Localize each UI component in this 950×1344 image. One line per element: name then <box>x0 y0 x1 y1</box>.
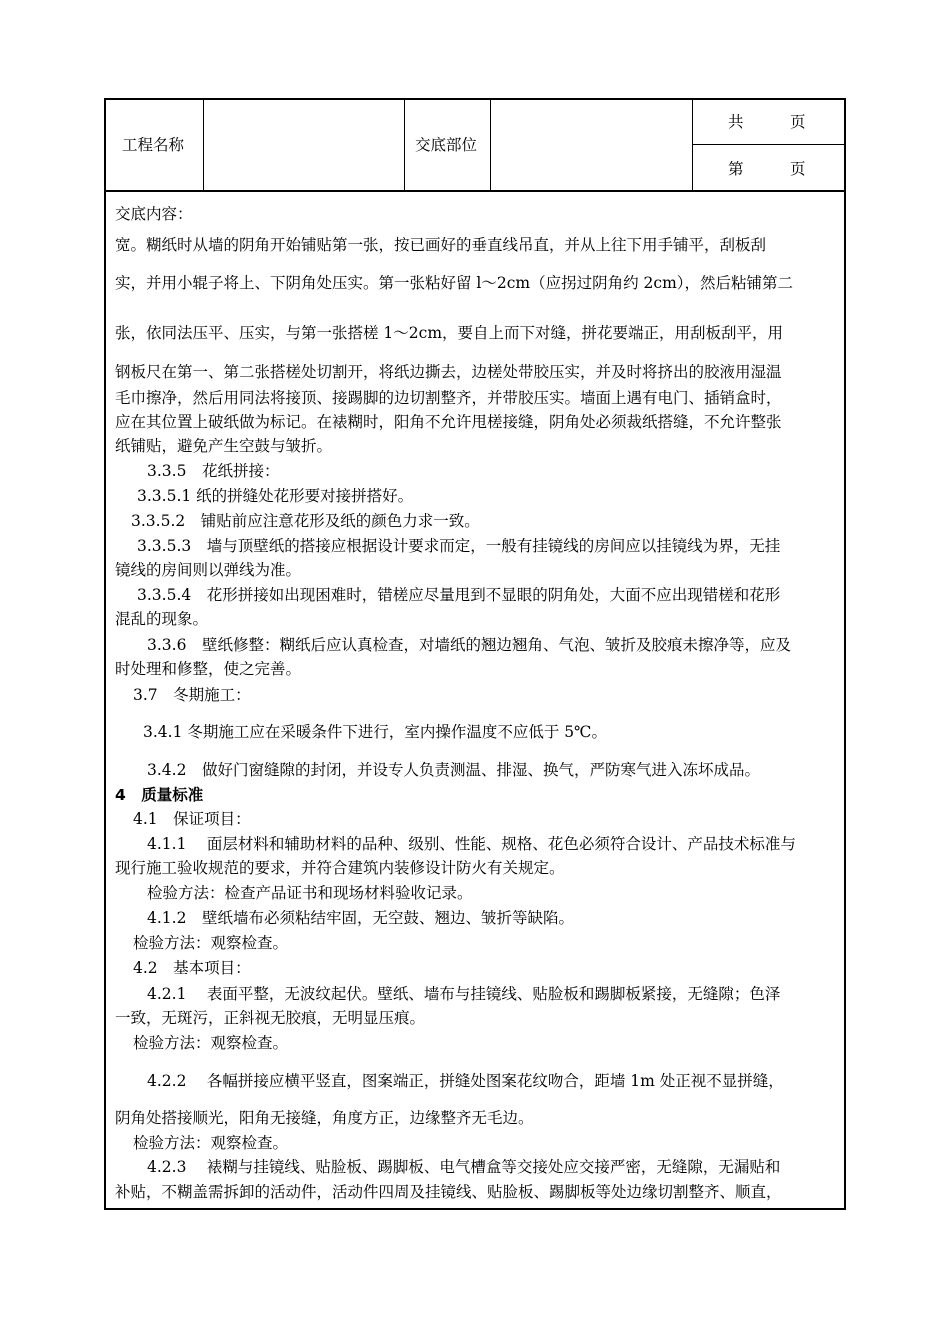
body-line: 3.3.5.2 铺贴前应注意花形及纸的颜色力求一致。 <box>131 512 480 530</box>
body-line: 3.4.2 做好门窗缝隙的封闭，并设专人负责测温、排湿、换气，严防寒气进入冻坏成品。 <box>147 761 760 779</box>
total-pages: 共 页 <box>728 113 806 131</box>
body-line: 宽。糊纸时从墙的阴角开始铺贴第一张，按已画好的垂直线吊直，并从上往下用手铺平，刮板刮 <box>115 236 767 254</box>
header-divider-3 <box>490 99 491 191</box>
body-line: 3.7 冬期施工： <box>133 686 251 704</box>
body-line: 检验方法：检查产品证书和现场材料验收记录。 <box>147 884 473 902</box>
body-line: 4.2.1 表面平整，无波纹起伏。壁纸、墙布与挂镜线、贴脸板和踢脚板紧接，无缝隙；色泽 <box>147 985 781 1003</box>
body-line: 补贴，不糊盖需拆卸的活动件，活动件四周及挂镜线、贴脸板、踢脚板等处边缘切割整齐、顺直， <box>115 1183 782 1201</box>
body-line: 检验方法：观察检查。 <box>133 934 289 952</box>
body-line: 纸铺贴，避免产生空鼓与皱折。 <box>115 437 333 455</box>
body-line: 3.3.5 花纸拼接： <box>147 462 280 480</box>
body-line: 阴角处搭接顺光，阳角无接缝，角度方正，边缘整齐无毛边。 <box>115 1109 534 1127</box>
body-line: 3.4.1 冬期施工应在采暖条件下进行，室内操作温度不应低于 5℃。 <box>143 723 607 741</box>
header-divider-1 <box>203 99 204 191</box>
body-line: 3.3.5.4 花形拼接如出现困难时，错槎应尽量甩到不显眼的阴角处，大面不应出现错槎和花形 <box>137 586 781 604</box>
body-line: 现行施工验收规范的要求，并符合建筑内装修设计防火有关规定。 <box>115 859 565 877</box>
body-line: 4.1.2 壁纸墙布必须粘结牢固，无空鼓、翘边、皱折等缺陷。 <box>147 909 574 927</box>
page-cell-divider <box>692 144 845 145</box>
page-number: 第 页 <box>728 160 806 178</box>
body-line: 4.1.1 面层材料和辅助材料的品种、级别、性能、规格、花色必须符合设计、产品技术标准与 <box>147 835 796 853</box>
section-heading: 4 质量标准 <box>115 786 204 804</box>
body-line: 时处理和修整，使之完善。 <box>115 660 302 678</box>
body-line: 实，并用小辊子将上、下阴角处压实。第一张粘好留 l～2cm（应拐过阴角约 2cm），然后粘铺第二 <box>115 274 794 292</box>
location-label: 交底部位 <box>415 136 478 154</box>
body-line: 4.1 保证项目： <box>133 810 251 828</box>
header-divider-4 <box>692 99 693 191</box>
body-line: 3.3.5.1 纸的拼缝处花形要对接拼搭好。 <box>137 487 414 505</box>
body-line: 混乱的现象。 <box>115 610 209 628</box>
project-name-label: 工程名称 <box>122 136 185 154</box>
body-line: 检验方法：观察检查。 <box>133 1134 289 1152</box>
body-line: 3.3.6 壁纸修整：糊纸后应认真检查，对墙纸的翘边翘角、气泡、皱折及胶痕未擦净等，应及 <box>147 636 791 654</box>
body-line: 张，依同法压平、压实，与第一张搭槎 1～2cm，要自上而下对缝，拼花要端正，用刮板刮平，用 <box>115 324 784 342</box>
body-line: 毛巾擦净，然后用同法将接顶、接踢脚的边切割整齐，并带胶压实。墙面上遇有电门、插销盒时， <box>115 389 782 407</box>
body-line: 应在其位置上破纸做为标记。在裱糊时，阳角不允许甩槎接缝，阴角处必须裁纸搭缝，不允许整张 <box>115 413 782 431</box>
body-line: 交底内容： <box>115 205 193 223</box>
body-line: 4.2 基本项目： <box>133 959 251 977</box>
body-line: 4.2.2 各幅拼接应横平竖直，图案端正，拼缝处图案花纹吻合，距墙 1m 处正视不显拼缝， <box>147 1072 784 1090</box>
header-divider-2 <box>404 99 405 191</box>
body-line: 一致，无斑污，正斜视无胶痕，无明显压痕。 <box>115 1009 426 1027</box>
body-line: 4.2.3 裱糊与挂镜线、贴脸板、踢脚板、电气槽盒等交接处应交接严密，无缝隙，无漏贴和 <box>147 1158 781 1176</box>
body-line: 钢板尺在第一、第二张搭槎处切割开，将纸边撕去，边槎处带胶压实，并及时将挤出的胶液用湿温 <box>115 363 782 381</box>
header-bottom-rule <box>105 190 845 192</box>
body-line: 检验方法：观察检查。 <box>133 1034 289 1052</box>
body-line: 3.3.5.3 墙与顶壁纸的搭接应根据设计要求而定，一般有挂镜线的房间应以挂镜线为界，无挂 <box>137 537 781 555</box>
body-line: 镜线的房间则以弹线为准。 <box>115 561 302 579</box>
